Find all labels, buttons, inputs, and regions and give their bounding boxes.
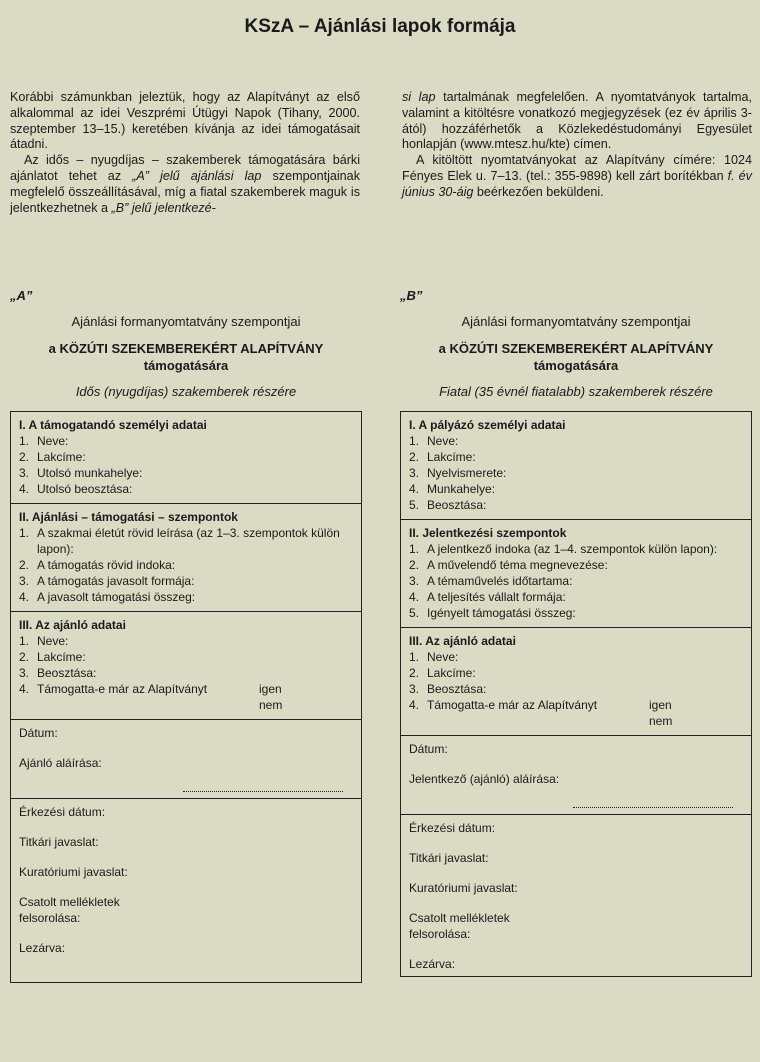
list-item: 4. Utolsó beosztása: — [19, 481, 353, 497]
list-item: 5. Igényelt támogatási összeg: — [409, 605, 743, 621]
list-item: 4. Munkahelye: — [409, 481, 743, 497]
section-office-use — [11, 799, 361, 982]
list-item: 1. Neve: — [19, 633, 353, 649]
item-label: Igényelt támogatási összeg: — [427, 606, 576, 620]
form-a — [10, 288, 362, 983]
signature-label: Ajánló aláírása: — [19, 756, 102, 770]
arrival-date-field: Érkezési dátum: — [409, 821, 496, 835]
item-label: A szakmai életút rövid leírása (az 1–3. szempontok külön lapon): — [37, 526, 340, 556]
list-item: 2. Lakcíme: — [409, 449, 743, 465]
board-proposal-field: Kuratóriumi javaslat: — [409, 881, 518, 895]
item-label: Lakcíme: — [37, 450, 86, 464]
section-personal-data — [401, 412, 751, 520]
form-subtitle: Ajánlási formanyomtatvány szempontjai — [71, 314, 301, 329]
form-foundation-name — [10, 340, 362, 374]
list-item: 2. Lakcíme: — [19, 449, 353, 465]
intro-paragraph-4 — [402, 153, 752, 200]
item-label: A támogatás javasolt formája: — [37, 574, 195, 588]
section-title: III. Az ajánló adatai — [19, 618, 126, 632]
foundation-name-line: a KÖZÚTI SZEKEMBEREKÉRT ALAPÍTVÁNY — [48, 341, 324, 356]
page-title: KSzA – Ajánlási lapok formája — [244, 16, 516, 37]
intro-paragraph-1: Korábbi számunkban jeleztük, hogy az Alapítványt az első alkalommal az idei Veszprémi Útügyi Napok (Tihany, 2000. szeptember 13–15.) keretében kívánja az idei támogatásait átadni. — [10, 90, 360, 152]
item-label: Utolsó beosztása: — [37, 482, 133, 496]
intro-text: tartalmának megfelelően. A nyomtatványok tartalma, valamint a kitöltésre vonatkozó megjegyzések (ez év április 3-ától) hozzáférhetők a Közlekedéstudományi Egyesület honlapján (www.mtesz.hu/kte) címen. — [402, 90, 752, 152]
list-item: 1. Neve: — [409, 649, 743, 665]
signature-line[interactable] — [573, 787, 733, 808]
attachments-field: Csatolt mellékletek felsorolása: — [19, 895, 120, 925]
item-label: Lakcíme: — [37, 650, 86, 664]
list-item: 2. Lakcíme: — [19, 649, 353, 665]
list-item: 3. Beosztása: — [409, 681, 743, 697]
item-label: Támogatta-e már az Alapítványt — [427, 698, 598, 712]
form-audience: Idős (nyugdíjas) szakemberek részére — [75, 384, 297, 399]
intro-paragraph-3 — [402, 90, 752, 153]
item-label: Utolsó munkahelye: — [37, 466, 143, 480]
section-title: II. Jelentkezési szempontok — [409, 526, 567, 540]
item-label: A jelentkező indoka (az 1–4. szempontok külön lapon): — [427, 542, 718, 556]
form-box — [10, 411, 362, 983]
list-item: 3. Beosztása: — [19, 665, 353, 681]
foundation-name-line: támogatására — [143, 358, 229, 373]
list-item: 2. Lakcíme: — [409, 665, 743, 681]
secretary-proposal-field: Titkári javaslat: — [409, 851, 489, 865]
form-letter: „B” — [400, 288, 423, 303]
item-label: A művelendő téma megnevezése: — [427, 558, 608, 572]
foundation-name-line: a KÖZÚTI SZEKEMBEREKÉRT ALAPÍTVÁNY — [438, 341, 714, 356]
item-label: A támogatás rövid indoka: — [37, 558, 176, 572]
intro-text: A kitöltött nyomtatványokat az Alapítvány címére: 1024 Fényes Elek u. 7–13. (tel.: 355-9898) kell zárt borítékban — [402, 153, 752, 183]
intro-text: Az idős – nyugdíjas – szakemberek támogatására bárki ajánlatot tehet az — [10, 153, 360, 183]
section-recommender — [11, 612, 361, 720]
item-label: Lakcíme: — [427, 666, 476, 680]
intro-left-column — [10, 90, 360, 216]
item-label: Támogatta-e már az Alapítványt — [37, 682, 208, 696]
arrival-date-field: Érkezési dátum: — [19, 805, 106, 819]
item-label: Neve: — [37, 434, 69, 448]
form-box — [400, 411, 752, 977]
form-foundation-name — [400, 340, 752, 374]
form-b — [400, 288, 752, 977]
foundation-name-line: támogatására — [533, 358, 619, 373]
item-label: A témaművelés időtartama: — [427, 574, 573, 588]
form-audience: Fiatal (35 évnél fiatalabb) szakemberek részére — [439, 384, 713, 399]
section-signature — [11, 720, 361, 799]
section-title: I. A pályázó személyi adatai — [409, 418, 566, 432]
item-label: A javasolt támogatási összeg: — [37, 590, 196, 604]
list-item: 1. Neve: — [19, 433, 353, 449]
section-recommender — [401, 628, 751, 736]
list-item: 3. Nyelvismerete: — [409, 465, 743, 481]
signature-label: Jelentkező (ajánló) aláírása: — [409, 772, 560, 786]
intro-emphasis: f. év június 30-áig — [402, 168, 752, 199]
section-criteria — [11, 504, 361, 612]
item-label: Neve: — [427, 650, 459, 664]
closed-field: Lezárva: — [409, 957, 456, 971]
form-subtitle: Ajánlási formanyomtatvány szempontjai — [461, 314, 691, 329]
list-item: 2. A támogatás rövid indoka: — [19, 557, 353, 573]
item-label: Beosztása: — [427, 682, 487, 696]
item-label: Nyelvismerete: — [427, 466, 507, 480]
item-label: Lakcíme: — [427, 450, 476, 464]
item-label: Neve: — [37, 634, 69, 648]
section-office-use — [401, 815, 751, 976]
intro-text: szempontjainak megfelelő összeállításával, míg a fiatal szakemberek maguk is jelentkezhetnek a — [10, 168, 360, 215]
section-criteria — [401, 520, 751, 628]
list-item: 3. A támogatás javasolt formája: — [19, 573, 353, 589]
list-item: 4. Támogatta-e már az Alapítványt igen nem — [409, 698, 673, 728]
option-no[interactable]: nem — [259, 698, 283, 712]
date-field: Dátum: — [409, 742, 448, 756]
date-field: Dátum: — [19, 726, 58, 740]
intro-emphasis: „A” jelű ajánlási lap — [132, 168, 262, 183]
secretary-proposal-field: Titkári javaslat: — [19, 835, 99, 849]
intro-paragraph-2 — [10, 153, 360, 216]
option-yes[interactable]: igen — [259, 682, 282, 696]
item-label: A teljesítés vállalt formája: — [427, 590, 566, 604]
section-title: III. Az ajánló adatai — [409, 634, 516, 648]
item-label: Neve: — [427, 434, 459, 448]
item-label: Beosztása: — [37, 666, 97, 680]
section-signature — [401, 736, 751, 815]
closed-field: Lezárva: — [19, 941, 66, 955]
option-no[interactable]: nem — [649, 714, 673, 728]
list-item: 4. A javasolt támogatási összeg: — [19, 589, 353, 605]
section-title: II. Ajánlási – támogatási – szempontok — [19, 510, 238, 524]
section-title: I. A támogatandó személyi adatai — [19, 418, 207, 432]
list-item: 5. Beosztása: — [409, 497, 743, 513]
list-item: 1. A szakmai életút rövid leírása (az 1–3. szempontok külön lapon): — [19, 525, 353, 557]
list-item: 1. Neve: — [409, 433, 743, 449]
form-letter: „A” — [10, 288, 33, 303]
option-yes[interactable]: igen — [649, 698, 672, 712]
intro-emphasis: si lap — [402, 90, 436, 104]
list-item: 4. Támogatta-e már az Alapítványt igen nem — [19, 682, 283, 712]
section-personal-data — [11, 412, 361, 504]
attachments-field: Csatolt mellékletek felsorolása: — [409, 911, 510, 941]
item-label: Munkahelye: — [427, 482, 496, 496]
intro-right-column — [402, 90, 752, 201]
intro-text: beérkezően beküldeni. — [473, 184, 604, 199]
board-proposal-field: Kuratóriumi javaslat: — [19, 865, 128, 879]
list-item: 2. A művelendő téma megnevezése: — [409, 557, 743, 573]
intro-emphasis: „B” jelű jelentkezé- — [111, 200, 216, 215]
signature-line[interactable] — [183, 771, 343, 792]
list-item: 1. A jelentkező indoka (az 1–4. szempontok külön lapon): — [409, 541, 743, 557]
list-item: 3. A témaművelés időtartama: — [409, 573, 743, 589]
list-item: 3. Utolsó munkahelye: — [19, 465, 353, 481]
list-item: 4. A teljesítés vállalt formája: — [409, 589, 743, 605]
item-label: Beosztása: — [427, 498, 487, 512]
